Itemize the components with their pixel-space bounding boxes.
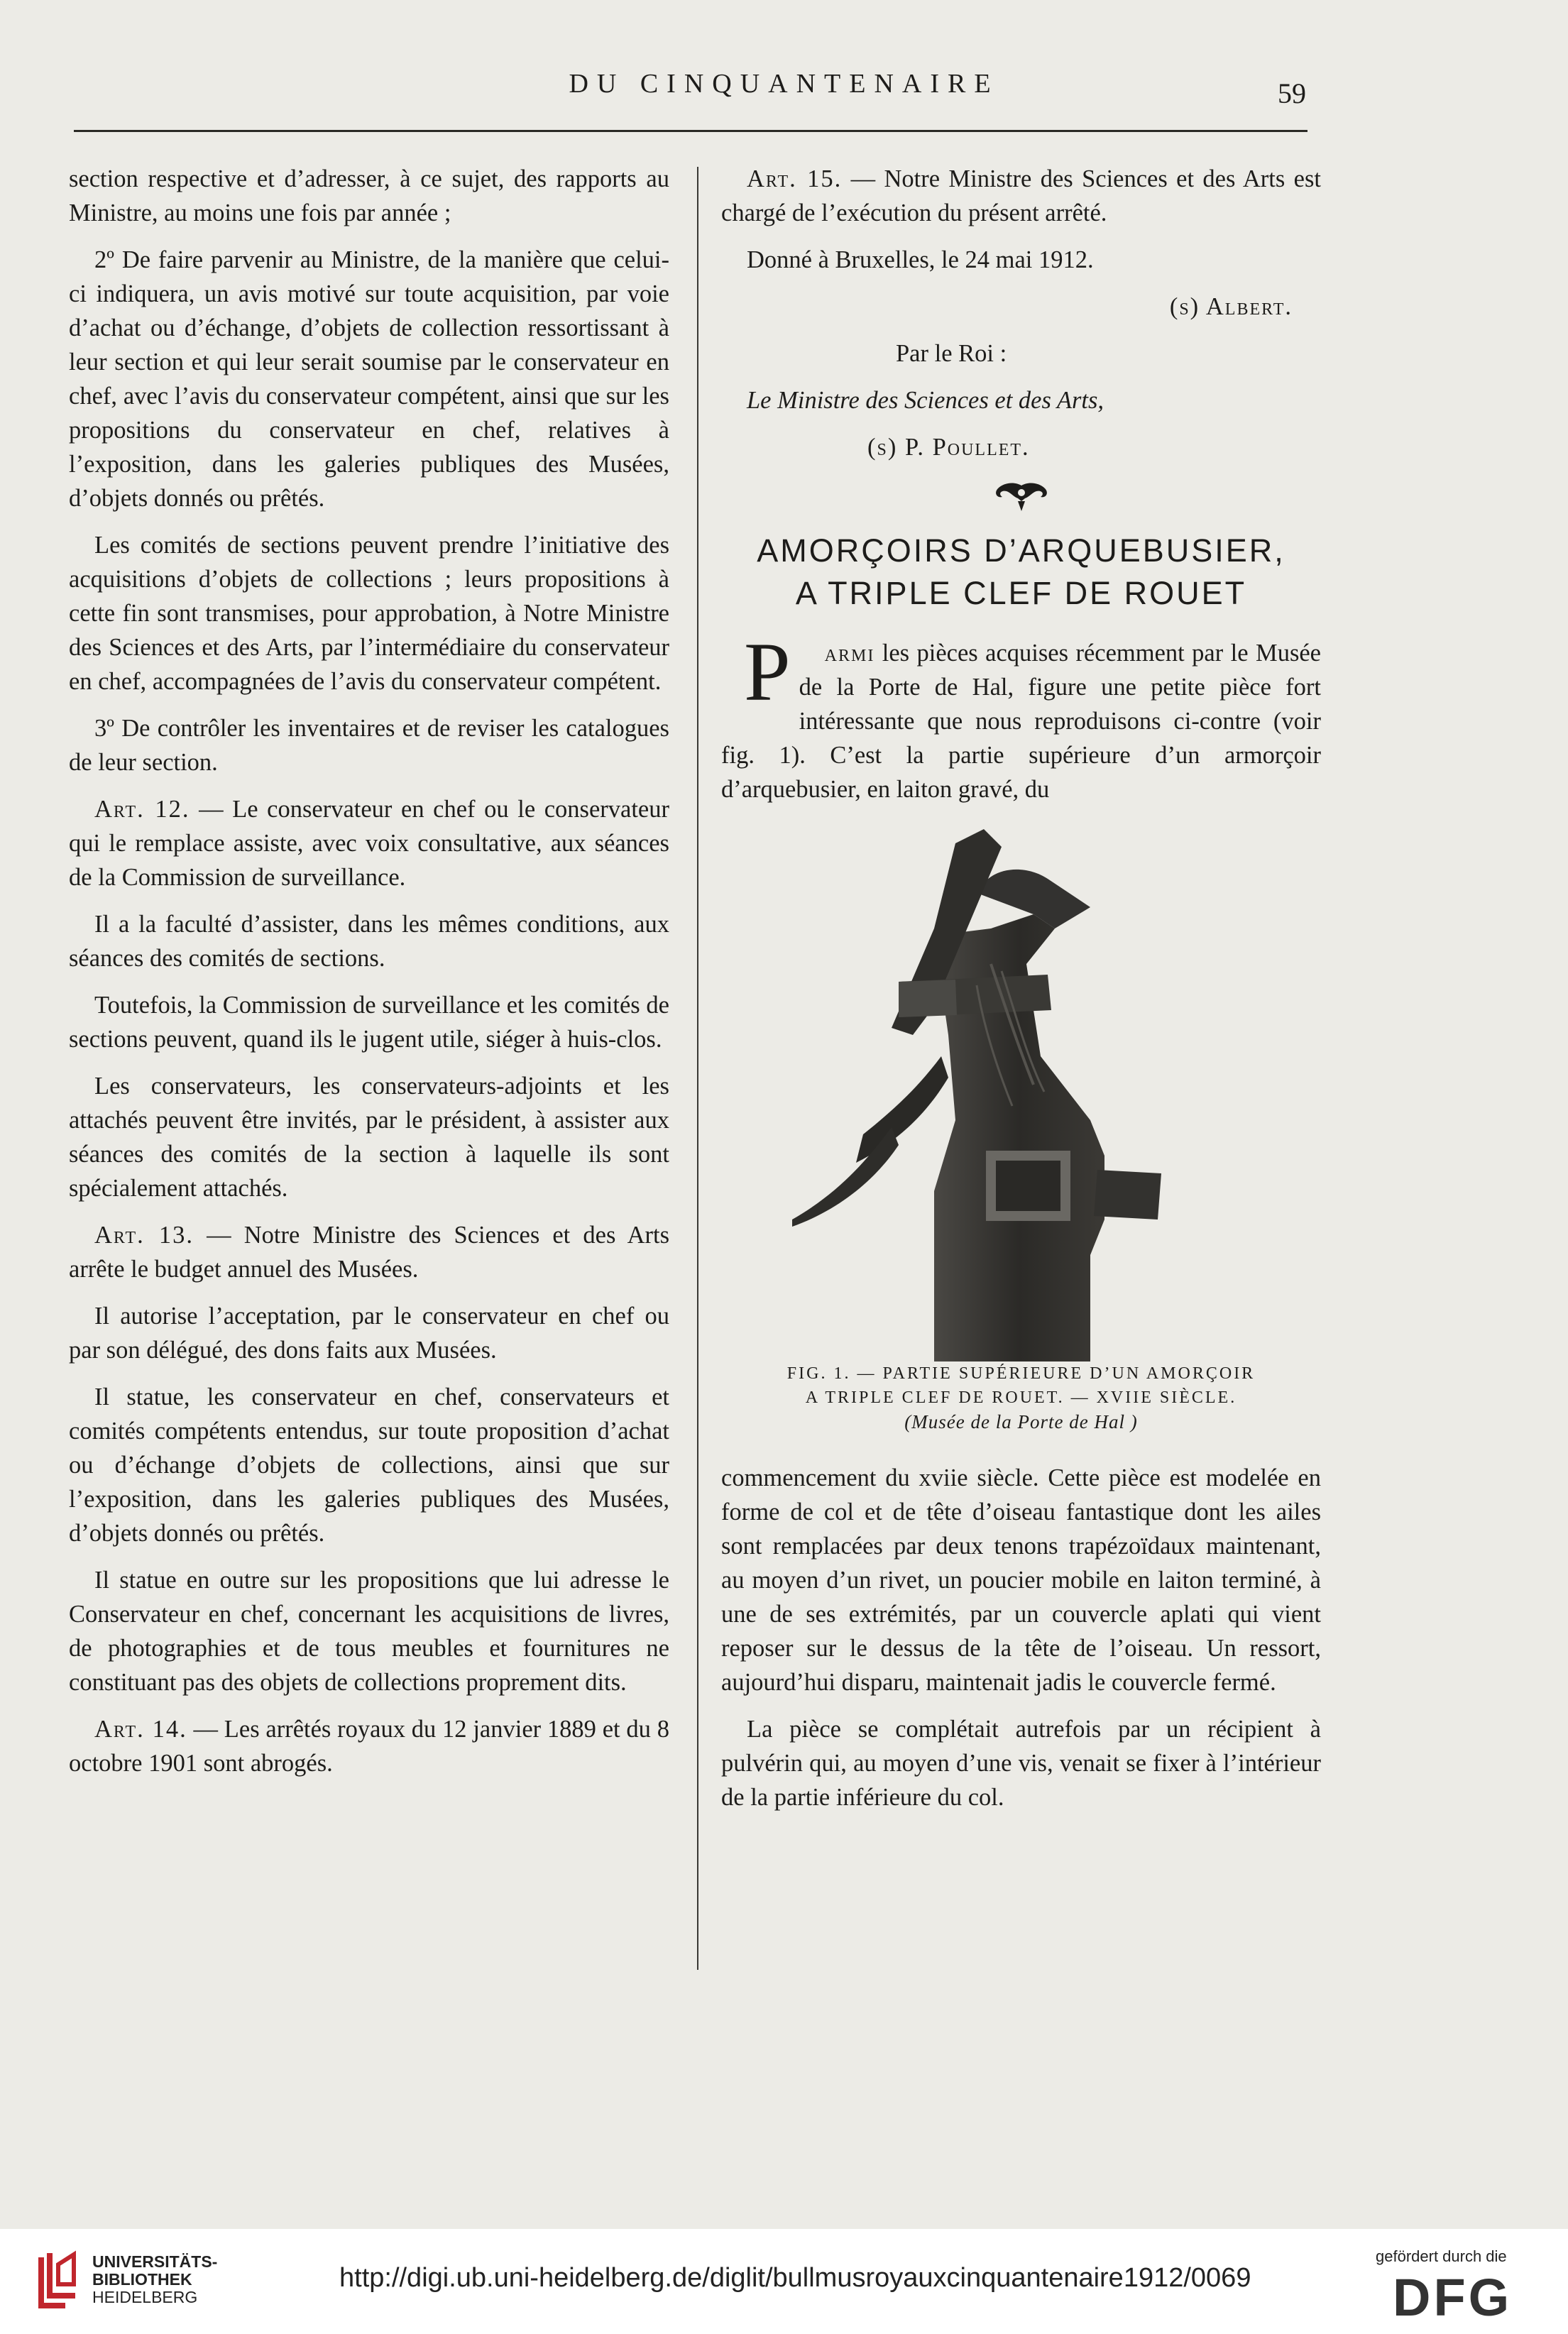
header-rule (74, 130, 1307, 132)
article-label: Art. 15. (747, 165, 843, 192)
paragraph: La pièce se complétait autrefois par un récipient à pulvérin qui, au moyen d’une vis, venait se fixer à l’intérieur de la partie inférieure du col. (721, 1716, 1321, 1811)
library-name-line: BIBLIOTHEK (92, 2270, 192, 2289)
paragraph: Les conservateurs, les conservateurs-adjoints et les attachés peuvent être invités, par le président, à assister aux séances des comités de la section à laquelle ils sont spécialement attachés. (69, 1073, 669, 1202)
figure-amorcoir-photo (721, 822, 1321, 1362)
right-column (721, 162, 1321, 1827)
permalink-url[interactable]: http://digi.ub.uni-heidelberg.de/diglit/bullmusroyauxcinquantenaire1912/0069 (339, 2263, 1251, 2293)
funded-by-label: gefördert durch die (1376, 2247, 1507, 2265)
paragraph: Il statue, les conservateur en chef, conservateurs et comités compétents entendus, sur toute proposition d’achat ou d’échange d’objets de collections, ainsi que sur l’exposition, dans les galeries publiques des Musées, d’objets donnés ou prêtés. (69, 1384, 669, 1547)
article-text: — Notre Ministre des Sciences et des Arts arrête le budget annuel des Musées. (69, 1222, 669, 1283)
paragraph: 3º De contrôler les inventaires et de reviser les catalogues de leur section. (69, 715, 669, 776)
article-title-line: A TRIPLE CLEF DE ROUET (795, 575, 1247, 611)
library-name-line: UNIVERSITÄTS- (92, 2252, 218, 2271)
intro-smallcaps: armi (824, 640, 875, 667)
article-14 (69, 1712, 669, 1780)
article-15 (721, 162, 1321, 230)
intro-text: les pièces acquises récemment par le Musée de la Porte de Hal, figure une petite pièce fort intéressante que nous reproduisons ci-contre (voir fig. 1). C’est la partie supérieure d’un armorçoir d’arquebusier, en laiton gravé, du (721, 640, 1321, 803)
paragraph: Il autorise l’acceptation, par le conservateur en chef ou par son délégué, des dons faits aux Musées. (69, 1303, 669, 1364)
article-text: — Notre Ministre des Sciences et des Arts est chargé de l’exécution du présent arrêté. (721, 165, 1321, 226)
par-le-roi: Par le Roi : (896, 340, 1007, 367)
article-12 (69, 792, 669, 894)
library-name (92, 2253, 217, 2306)
article-label: Art. 12. (94, 796, 190, 823)
figure-caption (721, 1362, 1321, 1434)
king-signature: (s) Albert. (1169, 293, 1293, 320)
fleuron-ornament-icon (721, 480, 1321, 515)
date-line: Donné à Bruxelles, le 24 mai 1912. (747, 246, 1094, 273)
paragraph: Les comités de sections peuvent prendre l’initiative des acquisitions d’objets de collections ; leurs propositions à cette fin sont transmises, pour approbation, à Notre Ministre des Sciences et des Arts, par l’intermédiaire du conservateur en chef, accompagnées de l’avis du conservateur compétent. (69, 532, 669, 695)
column-divider (697, 167, 698, 1970)
caption-line: FIG. 1. — PARTIE SUPÉRIEURE D’UN AMORÇOIR (786, 1364, 1256, 1383)
article-title-line: AMORÇOIRS D’ARQUEBUSIER, (757, 532, 1285, 569)
dfg-logo: DFG (1393, 2268, 1513, 2327)
paragraph: section respective et d’adresser, à ce sujet, des rapports au Ministre, au moins une fois par année ; (69, 165, 669, 226)
paragraph: Toutefois, la Commission de surveillance et les comités de sections peuvent, quand ils le jugent utile, siéger à huis-clos. (69, 992, 669, 1053)
left-column (69, 162, 669, 1793)
library-name-line: HEIDELBERG (92, 2288, 198, 2306)
paragraph: commencement du xviie siècle. Cette pièce est modelée en forme de col et de tête d’oiseau fantastique dont les ailes sont remplacées par deux tenons trapézoïdaux maintenant, au moyen d’un rivet, un poucier mobile en laiton terminé, à une de ses extrémités, par un couvercle aplati qui vient reposer sur le dessus de la tête de l’oiseau. Un ressort, aujourd’hui disparu, maintenait jadis le couvercle fermé. (721, 1464, 1321, 1696)
intro-paragraph (721, 625, 1321, 806)
caption-line: A TRIPLE CLEF DE ROUET. — XVIIE SIÈCLE. (805, 1388, 1237, 1407)
minister-title: Le Ministre des Sciences et des Arts, (747, 387, 1104, 414)
paragraph: Il statue en outre sur les propositions que lui adresse le Conservateur en chef, concernant les acquisitions de livres, de photographies et de tous meubles et fournitures ne constituant pas des objets de collections proprement dits. (69, 1567, 669, 1696)
article-label: Art. 13. (94, 1222, 194, 1249)
caption-line: (Musée de la Porte de Hal ) (904, 1411, 1138, 1432)
article-text: — Le conservateur en chef ou le conservateur qui le remplace assiste, avec voix consultative, aux séances de la Commission de surveillance. (69, 796, 669, 891)
university-library-logo-icon (37, 2250, 82, 2313)
running-title: DU CINQUANTENAIRE (569, 69, 999, 99)
minister-signature: (s) P. Poullet. (867, 434, 1030, 461)
article-label: Art. 14. (94, 1716, 187, 1743)
drop-cap: P (744, 625, 791, 718)
article-text: — Les arrêtés royaux du 12 janvier 1889 et du 8 octobre 1901 sont abrogés. (69, 1716, 669, 1777)
article-title (721, 530, 1321, 615)
digitization-footer (0, 2229, 1568, 2334)
paragraph: Il a la faculté d’assister, dans les mêmes conditions, aux séances des comités de sections. (69, 911, 669, 972)
article-13 (69, 1218, 669, 1286)
page-number: 59 (1278, 77, 1306, 109)
paragraph: 2º De faire parvenir au Ministre, de la manière que celui-ci indiquera, un avis motivé sur toute acquisition, par voie d’achat ou d’échange, d’objets de collection ressortissant à leur section et qui leur serait soumise par le conservateur en chef, avec l’avis du conservateur compétent, ainsi que sur les propositions du conservateur en chef, relatives à l’exposition, dans les galeries publiques des Musées, d’objets donnés ou prêtés. (69, 246, 669, 512)
